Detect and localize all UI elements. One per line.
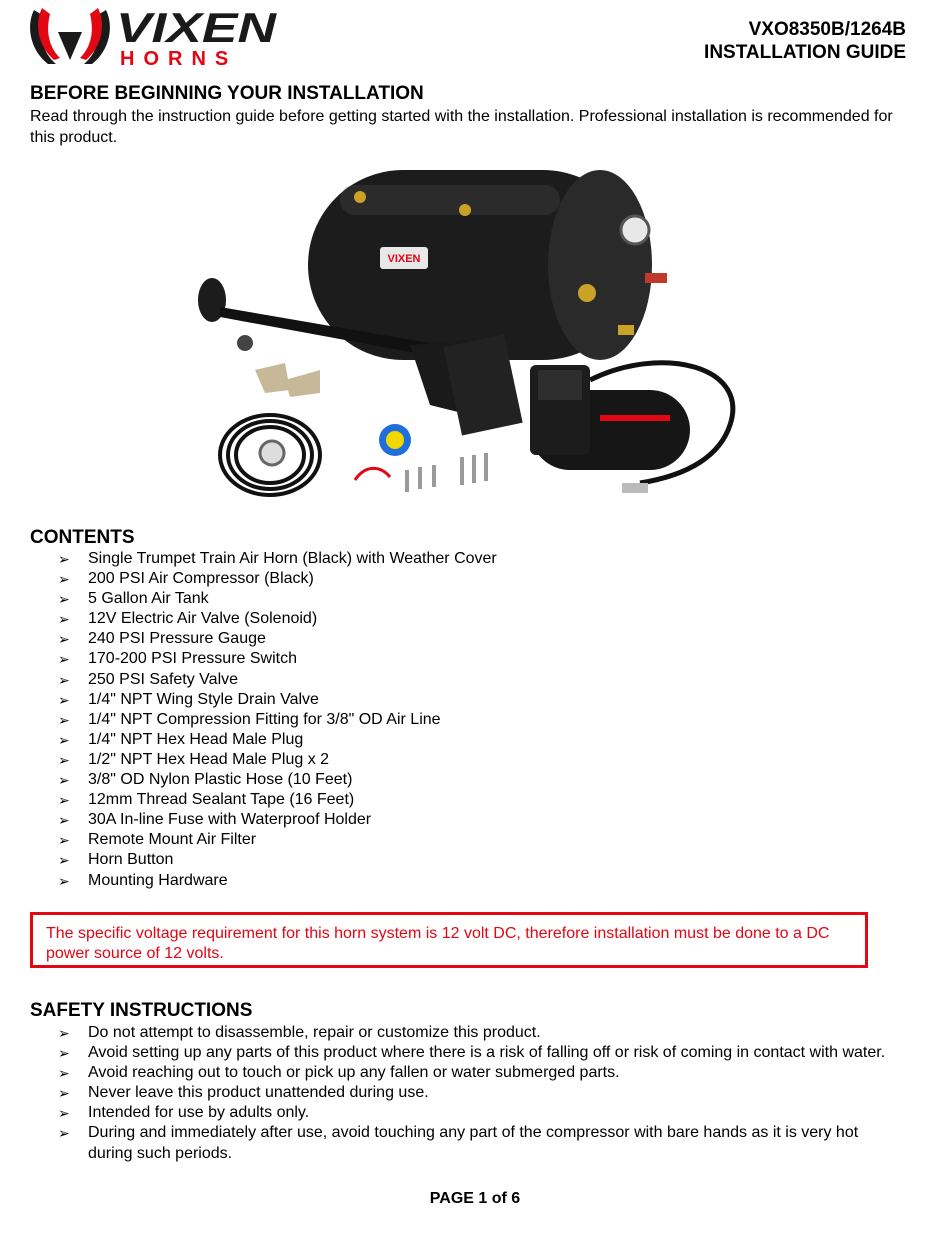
bullet-arrow-icon: ➢ <box>58 1025 70 1041</box>
bullet-arrow-icon: ➢ <box>58 1085 70 1102</box>
bullet-arrow-icon: ➢ <box>58 551 70 567</box>
bullet-arrow-icon: ➢ <box>58 872 70 889</box>
bullet-arrow-icon: ➢ <box>58 611 70 628</box>
logo-subtext: HORNS <box>120 48 238 68</box>
bullet-arrow-icon: ➢ <box>58 751 70 768</box>
list-item: ➢ Avoid reaching out to touch or pick up any fallen or water submerged parts. <box>0 1063 910 1083</box>
list-item: ➢ 30A In-line Fuse with Waterproof Holder <box>0 810 497 830</box>
list-item: ➢ Horn Button <box>0 850 497 870</box>
bullet-arrow-icon: ➢ <box>58 1105 70 1122</box>
bullet-arrow-icon: ➢ <box>58 671 70 688</box>
bullet-arrow-icon: ➢ <box>58 1125 70 1142</box>
list-item: ➢ 250 PSI Safety Valve <box>0 670 497 690</box>
document-header <box>704 18 906 64</box>
bullet-arrow-icon: ➢ <box>58 731 70 748</box>
part-number: VXO8350B/1264B <box>748 19 906 40</box>
list-item: ➢ 240 PSI Pressure Gauge <box>0 629 497 649</box>
horn-emblem-icon <box>30 8 110 64</box>
list-item: ➢ During and immediately after use, avoid touching any part of the compressor with bare hands as it is very hot during such periods. <box>58 1124 859 1162</box>
page-number: PAGE 1 of 6 <box>429 1190 521 1207</box>
list-item: ➢ 12mm Thread Sealant Tape (16 Feet) <box>0 790 497 810</box>
bullet-arrow-icon: ➢ <box>58 832 70 849</box>
list-item: ➢ Do not attempt to disassemble, repair or customize this product. <box>0 1023 910 1043</box>
list-item: ➢ Avoid setting up any parts of this product where there is a risk of falling off or risk of coming in contact with water. <box>0 1043 910 1063</box>
voltage-warning-box: The specific voltage requirement for this horn system is 12 volt DC, therefore installation must be done to a DC power source of 12 volts. <box>30 912 868 968</box>
bullet-arrow-icon: ➢ <box>58 792 70 809</box>
contents-list <box>0 549 497 891</box>
product-image <box>190 165 750 510</box>
bullet-arrow-icon: ➢ <box>58 571 70 588</box>
tank-badge: VIXEN <box>387 253 421 265</box>
list-item: ➢ 3/8" OD Nylon Plastic Hose (10 Feet) <box>0 770 497 790</box>
air-compressor-icon <box>530 363 733 493</box>
list-item: ➢ 170-200 PSI Pressure Switch <box>0 649 497 669</box>
list-item: ➢ 200 PSI Air Compressor (Black) <box>0 569 497 589</box>
logo-wordmark: VIXEN <box>116 4 278 51</box>
bullet-arrow-icon: ➢ <box>58 852 70 869</box>
bullet-arrow-icon: ➢ <box>58 772 70 789</box>
bullet-arrow-icon: ➢ <box>58 591 70 608</box>
list-item: ➢ 1/4" NPT Wing Style Drain Valve <box>0 690 497 710</box>
vixen-horns-logo <box>28 2 278 68</box>
intro-paragraph: Read through the instruction guide before getting started with the installation. Professional installation is recommended for this product. <box>30 108 893 146</box>
list-item: ➢ Intended for use by adults only. <box>0 1103 910 1123</box>
list-item: ➢ Mounting Hardware <box>0 871 497 891</box>
bullet-arrow-icon: ➢ <box>58 651 70 668</box>
list-item: ➢ Single Trumpet Train Air Horn (Black) with Weather Cover <box>0 549 497 569</box>
bullet-arrow-icon: ➢ <box>58 1045 70 1062</box>
list-item: ➢ 1/4" NPT Hex Head Male Plug <box>0 730 497 750</box>
safety-list <box>0 1023 910 1164</box>
doc-title: INSTALLATION GUIDE <box>704 42 906 63</box>
list-item: ➢ 12V Electric Air Valve (Solenoid) <box>0 609 497 629</box>
safety-heading: SAFETY INSTRUCTIONS <box>30 1000 253 1021</box>
list-item: ➢ 1/4" NPT Compression Fitting for 3/8" OD Air Line <box>0 710 497 730</box>
bullet-arrow-icon: ➢ <box>58 1065 70 1082</box>
contents-heading: CONTENTS <box>30 527 135 548</box>
list-item: ➢ 1/2" NPT Hex Head Male Plug x 2 <box>0 750 497 770</box>
before-heading: BEFORE BEGINNING YOUR INSTALLATION <box>30 83 424 104</box>
bullet-arrow-icon: ➢ <box>58 812 70 829</box>
list-item: ➢ 5 Gallon Air Tank <box>0 589 497 609</box>
list-item: ➢ Remote Mount Air Filter <box>0 830 497 850</box>
bullet-arrow-icon: ➢ <box>58 711 70 728</box>
bullet-arrow-icon: ➢ <box>58 691 70 708</box>
bullet-arrow-icon: ➢ <box>58 631 70 648</box>
list-item: ➢ Never leave this product unattended during use. <box>0 1083 910 1103</box>
